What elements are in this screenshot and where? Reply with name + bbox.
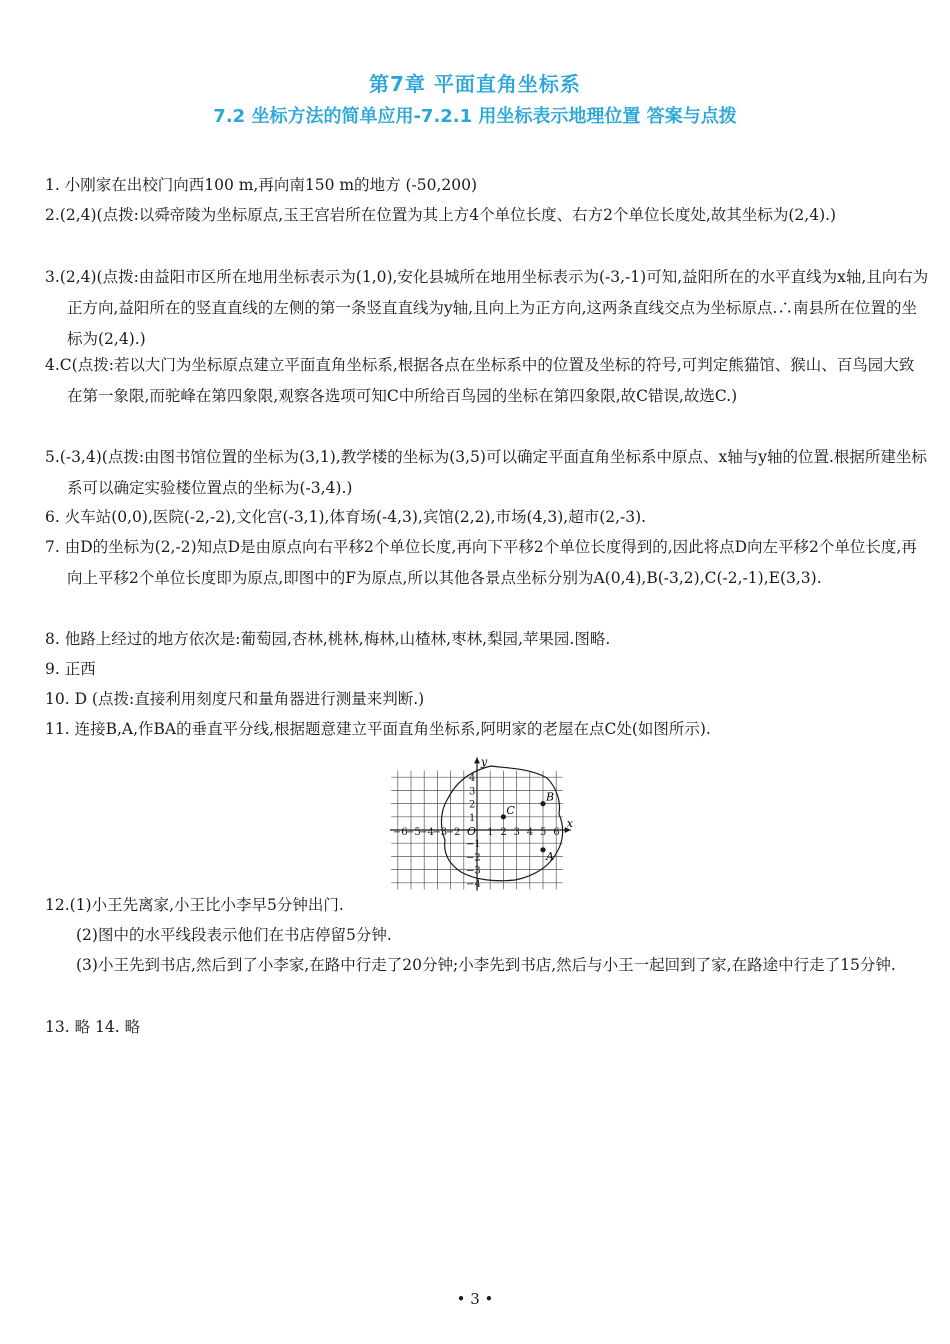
x-tick-label: 6 <box>553 827 560 838</box>
answer-2: 2.(2,4)(点拨:以舜帝陵为坐标原点,玉王宫岩所在位置为其上方4个单位长度、右方2个单位长度处,故其坐标为(2,4).) <box>45 206 837 224</box>
y-tick-label: 2 <box>469 799 476 811</box>
y-tick-label: −3 <box>466 865 481 877</box>
y-tick-label: −1 <box>466 839 481 851</box>
x-tick-label: −2 <box>445 827 461 838</box>
x-tick-label: −5 <box>406 827 421 838</box>
answer-3: 3.(2,4)(点拨:由益阳市区所在地用坐标表示为(1,0),安化县城所在地用坐标表示为(-3,-1)可知,益阳所在的水平直线为x轴,且向右为正方向,益阳所在的竖直直线的左侧的第一条竖直直线为y轴,且向上为正方向,这两条直线交点为坐标原点.∴南县所在位置的坐标为(2,4).) <box>45 268 929 348</box>
point-a <box>540 847 545 852</box>
answer-12-2: (2)图中的水平线段表示他们在书店停留5分钟. <box>76 926 392 944</box>
point-c <box>501 814 506 819</box>
answer-11: 11. 连接B,A,作BA的垂直平分线,根据题意建立平面直角坐标系,阿明家的老屋在点C处(如图所示). <box>45 720 711 738</box>
point-label-c: C <box>506 803 515 817</box>
section-title: 7.2 坐标方法的简单应用-7.2.1 用坐标表示地理位置 答案与点拨 <box>213 106 737 127</box>
x-tick-label: 5 <box>540 827 547 838</box>
x-tick-label: 2 <box>500 827 507 838</box>
y-tick-label: −4 <box>466 878 481 890</box>
answer-7: 7. 由D的坐标为(2,-2)知点D是由原点向右平移2个单位长度,再向下平移2个单位长度得到的,因此将点D向左平移2个单位长度,再向上平移2个单位长度即为原点,即图中的F为原点,所以其他各景点坐标分别为A(0,4),B(-3,2),C(-2,-1),E(3,3). <box>45 538 917 587</box>
coordinate-figure <box>392 754 590 890</box>
page-number: • 3 • <box>456 1290 494 1308</box>
answer-8: 8. 他路上经过的地方依次是:葡萄园,杏林,桃林,梅林,山楂林,枣林,梨园,苹果园.图略. <box>45 630 611 648</box>
y-tick-label: −2 <box>466 852 481 864</box>
x-tick-label: −6 <box>392 827 408 838</box>
x-tick-label: 3 <box>513 827 520 838</box>
boundary-curve <box>441 766 562 881</box>
y-axis-label: y <box>481 755 488 769</box>
origin-label: O <box>467 825 477 838</box>
answer-10: 10. D (点拨:直接利用刻度尺和量角器进行测量来判断.) <box>45 690 425 708</box>
x-axis-label: x <box>566 817 573 830</box>
answer-1: 1. 小刚家在出校门向西100 m,再向南150 m的地方 (-50,200) <box>45 176 478 194</box>
y-tick-label: 1 <box>469 812 476 824</box>
x-tick-label: −3 <box>432 827 448 838</box>
y-tick-label: 4 <box>469 773 476 785</box>
y-tick-label: 3 <box>469 786 476 798</box>
answer-5: 5.(-3,4)(点拨:由图书馆位置的坐标为(3,1),教学楼的坐标为(3,5)可以确定平面直角坐标系中原点、x轴与y轴的位置.根据所建坐标系可以确定实验楼位置点的坐标为(-3,4).) <box>45 448 927 497</box>
answer-6: 6. 火车站(0,0),医院(-2,-2),文化宫(-3,1),体育场(-4,3),宾馆(2,2),市场(4,3),超市(2,-3). <box>45 508 647 526</box>
point-label-b: B <box>546 790 555 804</box>
answer-13-14: 13. 略 14. 略 <box>45 1018 141 1036</box>
x-tick-label: −4 <box>419 827 434 838</box>
answer-9: 9. 正西 <box>45 660 96 678</box>
x-tick-label: 1 <box>487 827 494 838</box>
point-label-a: A <box>546 849 554 863</box>
answer-12-1: 12.(1)小王先离家,小王比小李早5分钟出门. <box>45 896 344 914</box>
answer-4: 4.C(点拨:若以大门为坐标原点建立平面直角坐标系,根据各点在坐标系中的位置及坐标的符号,可判定熊猫馆、猴山、百鸟园大致在第一象限,而驼峰在第四象限,观察各选项可知C中所给百鸟园的坐标在第四象限,故C错误,故选C.) <box>45 356 915 405</box>
x-tick-label: 4 <box>526 827 534 838</box>
y-axis-arrow-icon <box>474 757 480 763</box>
chapter-title: 第7章 平面直角坐标系 <box>369 72 581 96</box>
answer-12-3: (3)小王先到书店,然后到了小李家,在路中行走了20分钟;小李先到书店,然后与小王一起回到了家,在路途中行走了15分钟. <box>76 956 896 974</box>
point-b <box>540 801 545 806</box>
